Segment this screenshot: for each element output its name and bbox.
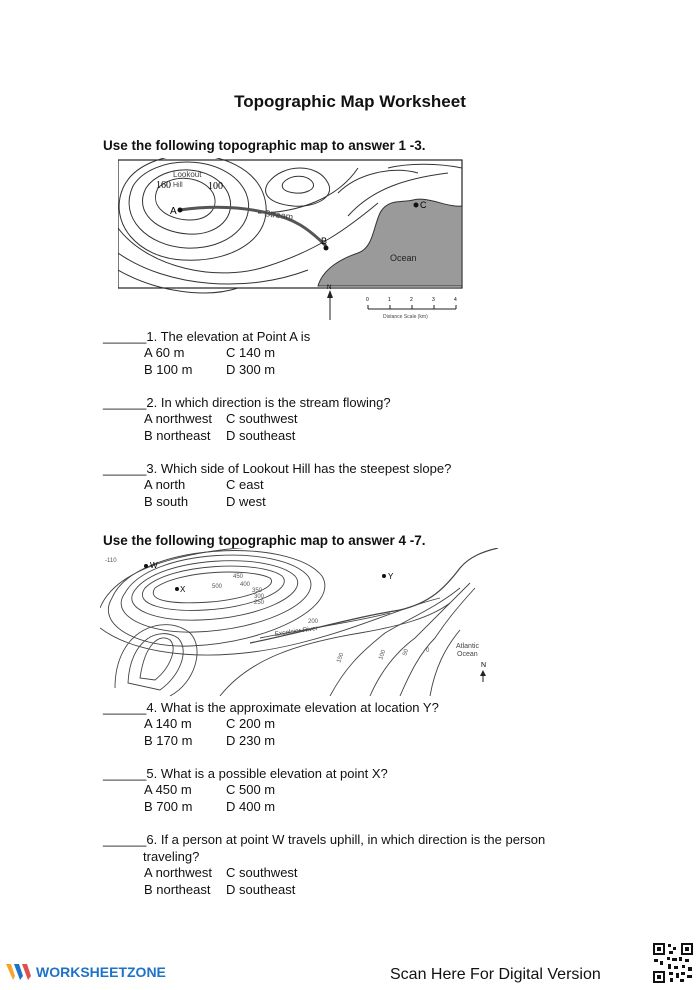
point-y-label: Y [388, 572, 394, 581]
q2-option-c[interactable]: C southwest [226, 411, 298, 426]
topographic-map-2 [100, 548, 500, 696]
contour-150: 150 [336, 652, 346, 664]
contour-110: -110 [105, 558, 117, 564]
lookout-label: Lookout [173, 170, 202, 179]
q4-option-c[interactable]: C 200 m [226, 716, 276, 731]
q3-option-b[interactable]: B south [144, 494, 189, 509]
brand-name: WORKSHEETZONE [36, 964, 166, 980]
qr-code-icon[interactable] [652, 942, 694, 984]
q3-option-c[interactable]: C east [226, 477, 264, 492]
river-label: Excelsior River [274, 625, 319, 638]
topographic-map-1 [118, 158, 468, 323]
q5-option-a[interactable]: A 450 m [144, 782, 192, 797]
contour-0: 0 [426, 648, 430, 654]
q1-option-c[interactable]: C 140 m [226, 345, 276, 360]
question-3-prompt: ______3. Which side of Lookout Hill has the steepest slope? [103, 461, 452, 476]
q2-option-d[interactable]: D southeast [226, 428, 296, 443]
north-label-2: N [481, 662, 487, 669]
question-2-options [144, 411, 344, 445]
question-3-options [144, 477, 344, 511]
q3-option-d[interactable]: D west [226, 494, 266, 509]
q2-option-b[interactable]: B northeast [144, 428, 211, 443]
point-b-label: B [321, 236, 328, 246]
question-1-prompt: ______1. The elevation at Point A is [103, 329, 311, 344]
contour-200: 200 [308, 619, 319, 625]
question-5-options [144, 782, 344, 816]
logo-w-icon [6, 962, 32, 982]
question-5 [103, 765, 388, 782]
q4-option-a[interactable]: A 140 m [144, 716, 192, 731]
question-3 [103, 460, 451, 477]
scale-tick-3: 3 [432, 297, 435, 303]
contour-500: 500 [212, 584, 223, 590]
contour-400: 400 [240, 582, 251, 588]
question-5-prompt: ______5. What is a possible elevation at point X? [103, 766, 388, 781]
section-heading-1: Use the following topographic map to answer 1 -3. [103, 138, 426, 153]
question-1-options [144, 345, 344, 379]
q5-option-c[interactable]: C 500 m [226, 782, 276, 797]
question-6-options [144, 865, 344, 899]
scale-caption: Distance Scale (km) [383, 314, 428, 320]
contour-250: 250 [254, 600, 265, 606]
elevation-100-label: 100 [208, 181, 223, 192]
question-2 [103, 394, 391, 411]
question-6 [103, 831, 545, 865]
scale-tick-4: 4 [454, 297, 457, 303]
q4-option-d[interactable]: D 230 m [226, 733, 276, 748]
question-6-prompt: ______6. If a person at point W travels uphill, in which direction is the person [103, 832, 546, 847]
scale-tick-2: 2 [410, 297, 413, 303]
question-4-prompt: ______4. What is the approximate elevation at location Y? [103, 700, 439, 715]
question-6-prompt-continued: traveling? [143, 849, 200, 864]
contour-300: 300 [254, 594, 265, 600]
q3-option-a[interactable]: A north [144, 477, 186, 492]
q5-option-b[interactable]: B 700 m [144, 799, 193, 814]
stream-label: Stream [263, 208, 294, 223]
question-2-prompt: ______2. In which direction is the stream flowing? [103, 395, 391, 410]
question-1 [103, 328, 310, 345]
contour-350: 350 [252, 588, 263, 594]
hill-label: Hill [173, 182, 183, 189]
q1-option-d[interactable]: D 300 m [226, 362, 276, 377]
q5-option-d[interactable]: D 400 m [226, 799, 276, 814]
q2-option-a[interactable]: A northwest [144, 411, 212, 426]
q1-option-a[interactable]: A 60 m [144, 345, 185, 360]
north-label: N [327, 285, 332, 291]
scale-tick-0: 0 [366, 297, 369, 303]
point-a-label: A [170, 206, 177, 217]
section-heading-2: Use the following topographic map to answer 4 -7. [103, 533, 426, 548]
q6-option-c[interactable]: C southwest [226, 865, 298, 880]
question-4-options [144, 716, 344, 750]
question-4 [103, 699, 439, 716]
point-c-label: C [420, 200, 427, 210]
q6-option-a[interactable]: A northwest [144, 865, 212, 880]
q6-option-d[interactable]: D southeast [226, 882, 296, 897]
q4-option-b[interactable]: B 170 m [144, 733, 193, 748]
scale-tick-1: 1 [388, 297, 391, 303]
atlantic-label: Atlantic [456, 643, 479, 650]
ocean-label: Ocean [390, 253, 417, 263]
elevation-160-label: 160 [156, 180, 171, 191]
contour-50: 50 [402, 648, 411, 657]
scan-caption: Scan Here For Digital Version [390, 966, 601, 983]
q1-option-b[interactable]: B 100 m [144, 362, 193, 377]
contour-100: 100 [378, 649, 388, 661]
contour-450: 450 [233, 574, 244, 580]
point-w-label: W [150, 561, 158, 570]
point-x-label: X [180, 585, 186, 594]
ocean-label-2: Ocean [457, 651, 478, 658]
q6-option-b[interactable]: B northeast [144, 882, 211, 897]
page-title: Topographic Map Worksheet [234, 92, 466, 111]
worksheetzone-logo[interactable] [6, 962, 166, 982]
